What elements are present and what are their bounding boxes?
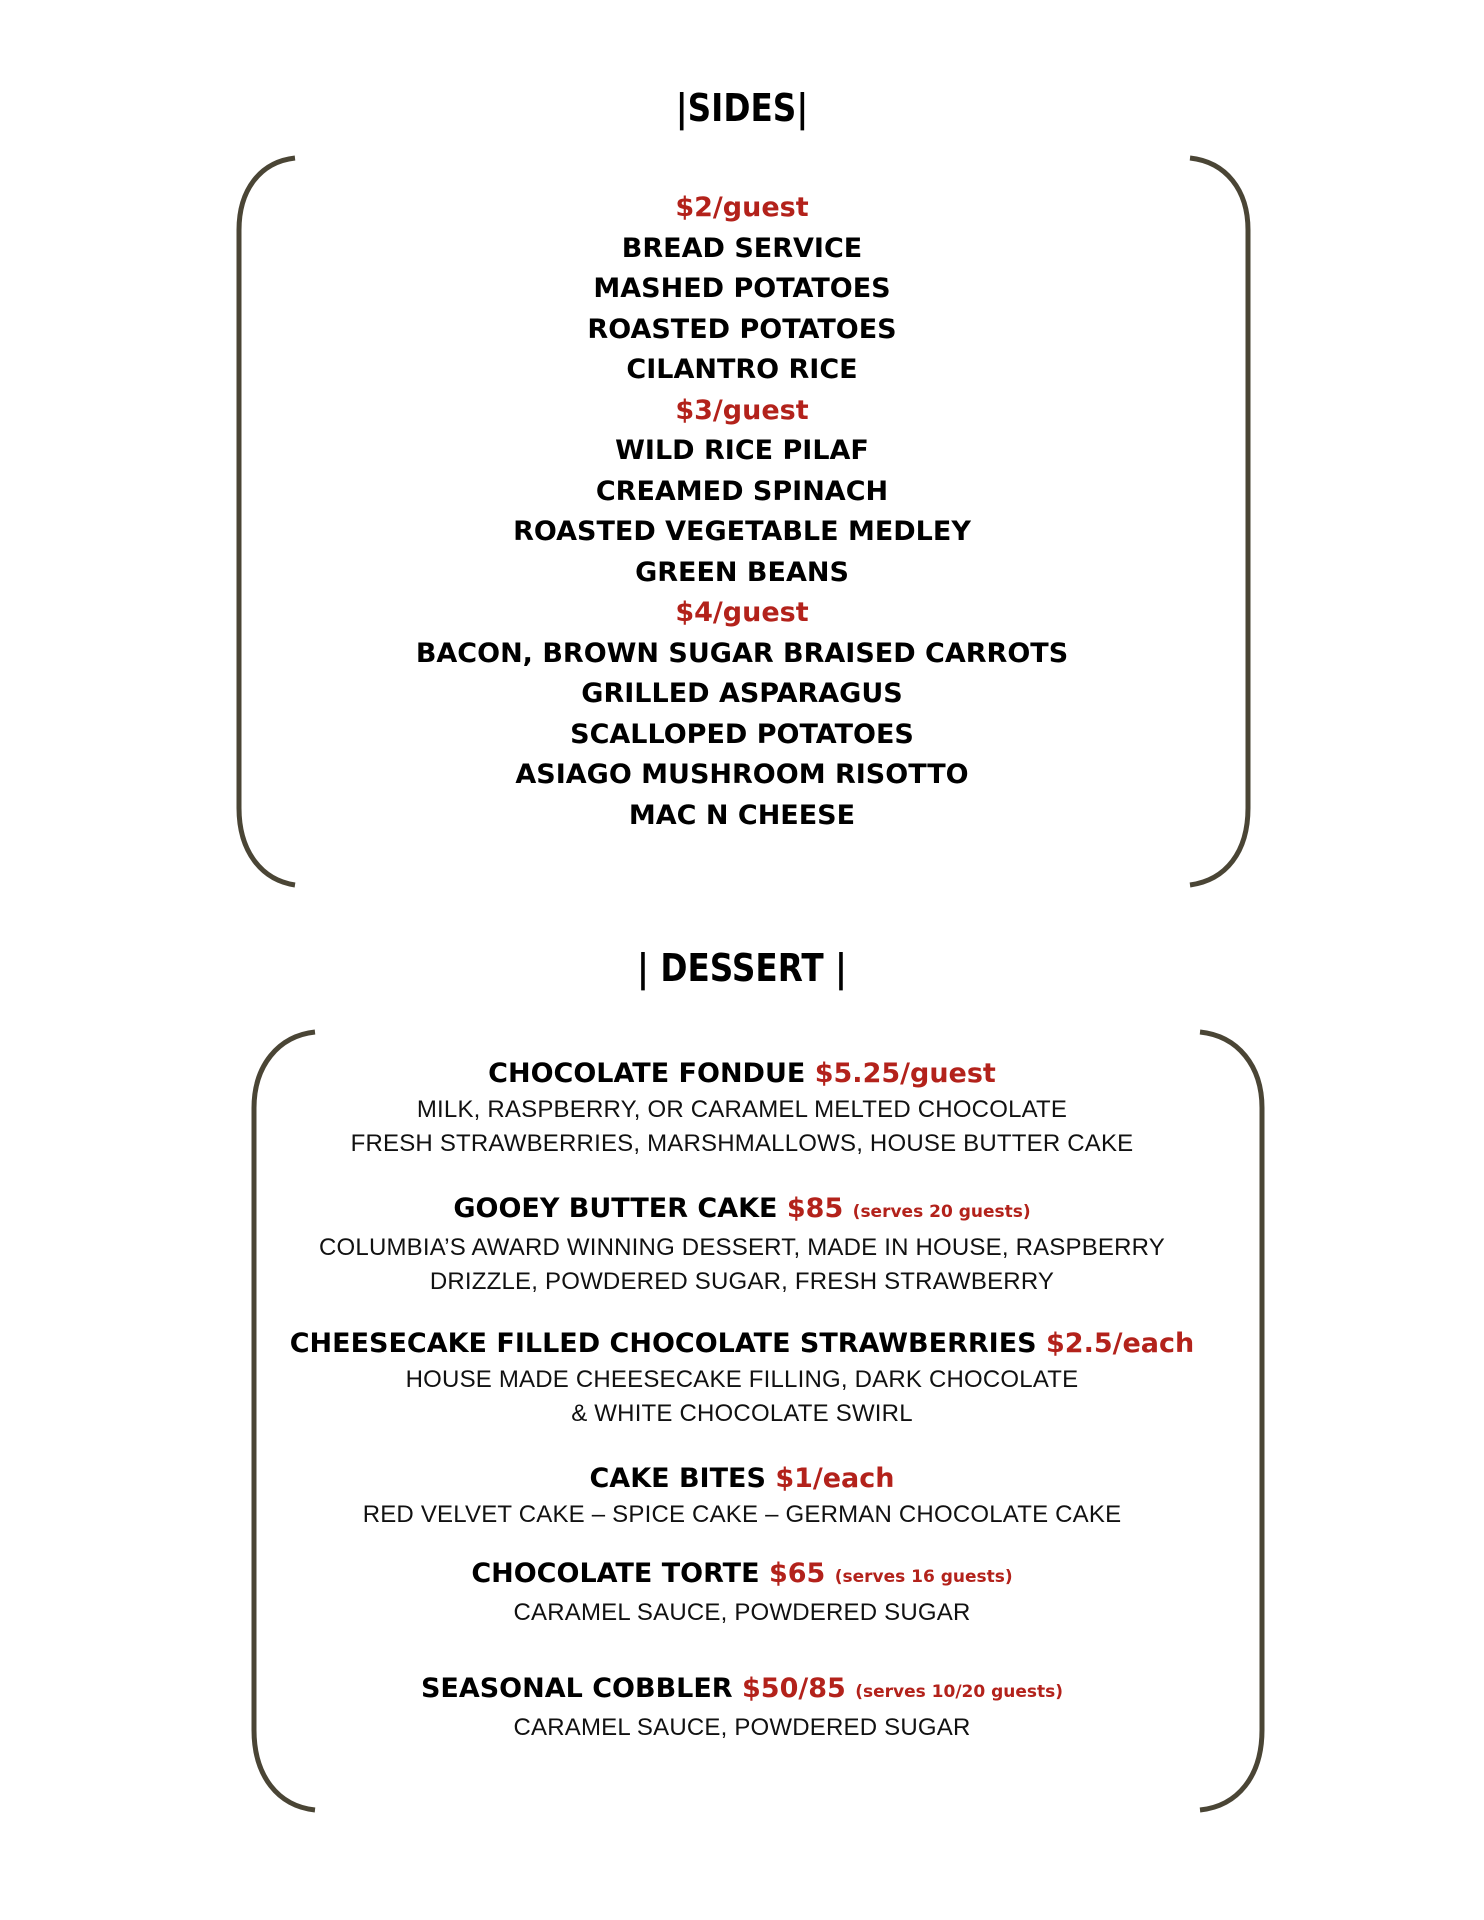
dessert-item-title — [0, 1055, 1484, 1093]
dessert-desc: DRIZZLE, POWDERED SUGAR, FRESH STRAWBERRY — [429, 1268, 1055, 1295]
side-item: BREAD SERVICE — [621, 232, 863, 264]
dessert-serves: (serves 20 guests) — [852, 1202, 1031, 1222]
dessert-name: GOOEY BUTTER CAKE — [453, 1193, 778, 1224]
dessert-desc: HOUSE MADE CHEESECAKE FILLING, DARK CHOCOLATE — [405, 1366, 1079, 1393]
side-item: CREAMED SPINACH — [595, 475, 889, 507]
dessert-item-title — [0, 1190, 1484, 1231]
dessert-price: $65 — [768, 1558, 826, 1589]
sides-price-3: $3/guest — [675, 394, 809, 426]
sides-title: |SIDES| — [675, 86, 809, 130]
dessert-item — [0, 1055, 1484, 1161]
dessert-name: CHOCOLATE FONDUE — [488, 1058, 806, 1089]
dessert-price: $1/each — [775, 1463, 895, 1494]
dessert-title: | DESSERT | — [636, 946, 848, 990]
side-item: MAC N CHEESE — [628, 799, 856, 831]
dessert-item-title — [0, 1325, 1484, 1363]
dessert-price: $2.5/each — [1046, 1328, 1195, 1359]
sides-price-4: $4/guest — [675, 597, 809, 628]
dessert-desc: CARAMEL SAUCE, POWDERED SUGAR — [513, 1714, 971, 1741]
dessert-serves: (serves 16 guests) — [834, 1567, 1013, 1587]
dessert-price: $85 — [786, 1193, 844, 1224]
side-item: CILANTRO RICE — [626, 354, 858, 385]
dessert-name: CHEESECAKE FILLED CHOCOLATE STRAWBERRIES — [289, 1328, 1037, 1359]
dessert-serves: (serves 10/20 guests) — [855, 1682, 1064, 1702]
dessert-item — [0, 1670, 1484, 1745]
side-item: SCALLOPED POTATOES — [570, 718, 914, 750]
dessert-desc: CARAMEL SAUCE, POWDERED SUGAR — [513, 1599, 971, 1626]
dessert-item-title — [0, 1460, 1484, 1498]
sides-list — [0, 188, 1484, 836]
dessert-price: $50/85 — [742, 1673, 846, 1704]
side-item: MASHED POTATOES — [593, 273, 891, 304]
dessert-desc: MILK, RASPBERRY, OR CARAMEL MELTED CHOCOLATE — [416, 1096, 1068, 1123]
dessert-item-title — [0, 1670, 1484, 1711]
sides-price-2: $2/guest — [675, 192, 809, 223]
side-item: ROASTED VEGETABLE MEDLEY — [513, 516, 971, 547]
dessert-name: SEASONAL COBBLER — [420, 1673, 733, 1704]
dessert-item-title — [0, 1555, 1484, 1596]
dessert-desc: & WHITE CHOCOLATE SWIRL — [571, 1400, 913, 1427]
dessert-desc: FRESH STRAWBERRIES, MARSHMALLOWS, HOUSE BUTTER CAKE — [350, 1130, 1134, 1157]
side-item: GRILLED ASPARAGUS — [581, 678, 903, 709]
side-item: ASIAGO MUSHROOM RISOTTO — [515, 759, 969, 790]
side-item: ROASTED POTATOES — [587, 313, 897, 345]
dessert-item — [0, 1325, 1484, 1431]
dessert-name: CAKE BITES — [589, 1463, 766, 1494]
side-item: BACON, BROWN SUGAR BRAISED CARROTS — [415, 637, 1069, 669]
dessert-item — [0, 1555, 1484, 1630]
dessert-name: CHOCOLATE TORTE — [471, 1558, 760, 1589]
dessert-item — [0, 1190, 1484, 1299]
dessert-price: $5.25/guest — [814, 1058, 996, 1089]
dessert-item — [0, 1460, 1484, 1532]
dessert-desc: RED VELVET CAKE – SPICE CAKE – GERMAN CHOCOLATE CAKE — [362, 1501, 1122, 1528]
side-item: WILD RICE PILAF — [615, 435, 869, 466]
side-item: GREEN BEANS — [635, 556, 849, 588]
dessert-desc: COLUMBIA’S AWARD WINNING DESSERT, MADE IN HOUSE, RASPBERRY — [319, 1234, 1165, 1261]
